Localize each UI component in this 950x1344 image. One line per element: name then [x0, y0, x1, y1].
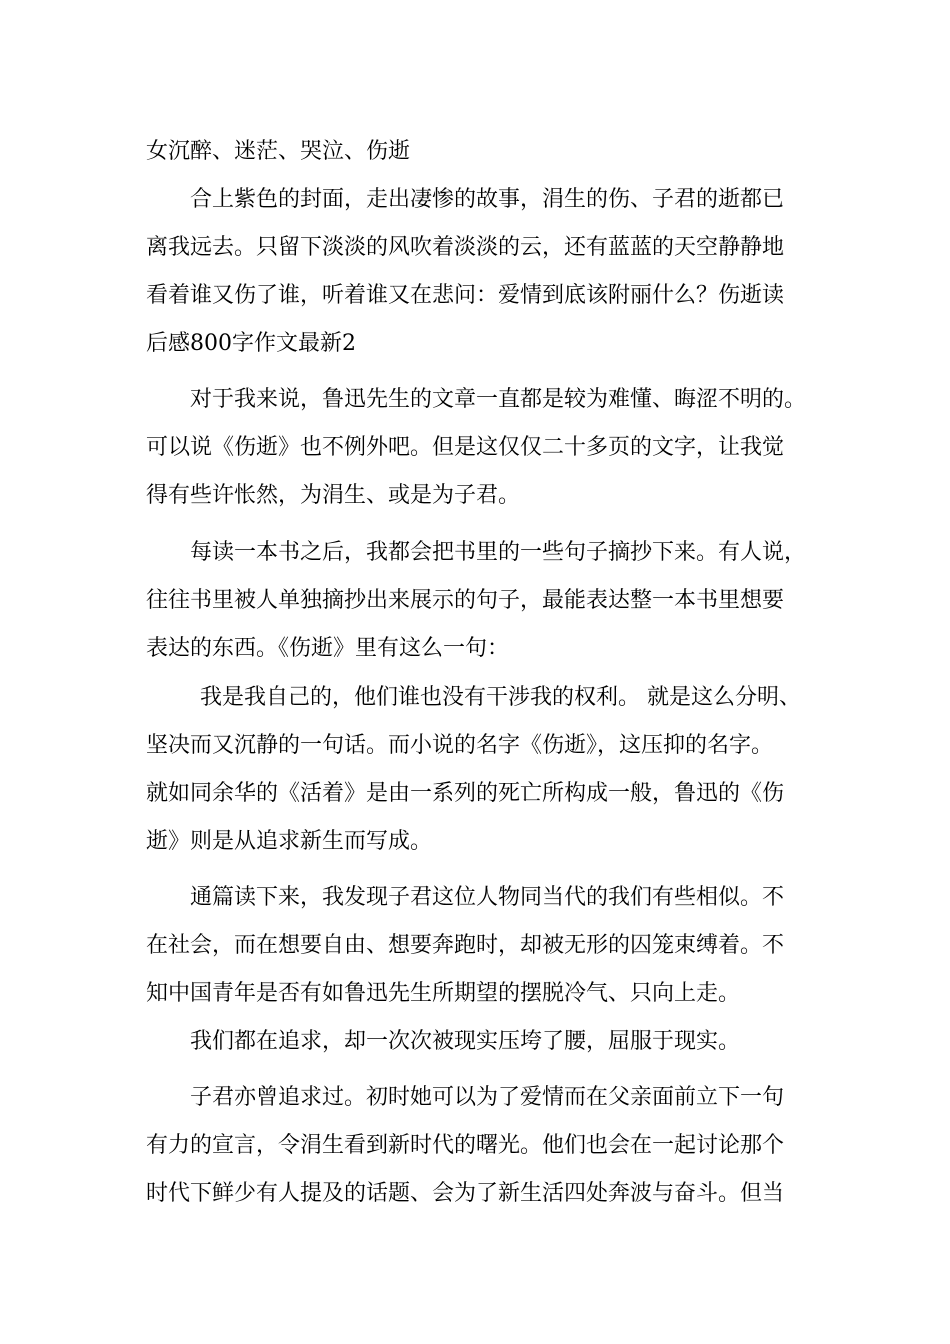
paragraph-2-line-3: 得有些许怅然，为涓生、或是为子君。 — [146, 483, 521, 508]
paragraph-4-line-1: 我是我自己的，他们谁也没有干涉我的权利。 就是这么分明、 — [200, 685, 801, 710]
paragraph-1-line-1: 合上紫色的封面，走出凄惨的故事，涓生的伤、子君的逝都已 — [190, 187, 785, 212]
text-line-1: 女沉醉、迷茫、哭泣、伤逝 — [146, 139, 411, 164]
paragraph-3-line-1: 每读一本书之后，我都会把书里的一些句子摘抄下来。有人说， — [190, 540, 807, 565]
paragraph-6-line-1: 我们都在追求，却一次次被现实压垮了腰，屈服于现实。 — [190, 1029, 741, 1054]
paragraph-1-line-2: 离我远去。只留下淡淡的风吹着淡淡的云，还有蓝蓝的天空静静地 — [146, 235, 785, 260]
paragraph-5-line-3: 知中国青年是否有如鲁迅先生所期望的摆脱冷气、只向上走。 — [146, 981, 741, 1006]
paragraph-4-line-2: 坚决而又沉静的一句话。而小说的名字《伤逝》，这压抑的名字。 — [146, 733, 774, 758]
paragraph-1-line-3: 看着谁又伤了谁，听着谁又在悲问：爱情到底该附丽什么？伤逝读 — [146, 283, 785, 308]
paragraph-3-line-2: 往往书里被人单独摘抄出来展示的句子，最能表达整一本书里想要 — [146, 588, 785, 613]
paragraph-2-line-2: 可以说《伤逝》也不例外吧。但是这仅仅二十多页的文字，让我觉 — [146, 435, 785, 460]
paragraph-5-line-1: 通篇读下来，我发现子君这位人物同当代的我们有些相似。不 — [190, 885, 785, 910]
section-title: 后感800字作文最新2 — [146, 331, 356, 356]
paragraph-5-line-2: 在社会，而在想要自由、想要奔跑时，却被无形的囚笼束缚着。不 — [146, 933, 785, 958]
paragraph-7-line-3: 时代下鲜少有人提及的话题、会为了新生活四处奔波与奋斗。但当 — [146, 1181, 785, 1206]
paragraph-4-line-3: 就如同余华的《活着》是由一系列的死亡所构成一般，鲁迅的《伤 — [146, 781, 785, 806]
paragraph-3-line-3: 表达的东西。《伤逝》里有这么一句： — [146, 636, 510, 661]
paragraph-2-line-1: 对于我来说，鲁迅先生的文章一直都是较为难懂、晦涩不明的。 — [190, 387, 807, 412]
paragraph-7-line-2: 有力的宣言，令涓生看到新时代的曙光。他们也会在一起讨论那个 — [146, 1133, 785, 1158]
paragraph-4-line-4: 逝》则是从追求新生而写成。 — [146, 829, 433, 854]
paragraph-7-line-1: 子君亦曾追求过。初时她可以为了爱情而在父亲面前立下一句 — [190, 1085, 785, 1110]
